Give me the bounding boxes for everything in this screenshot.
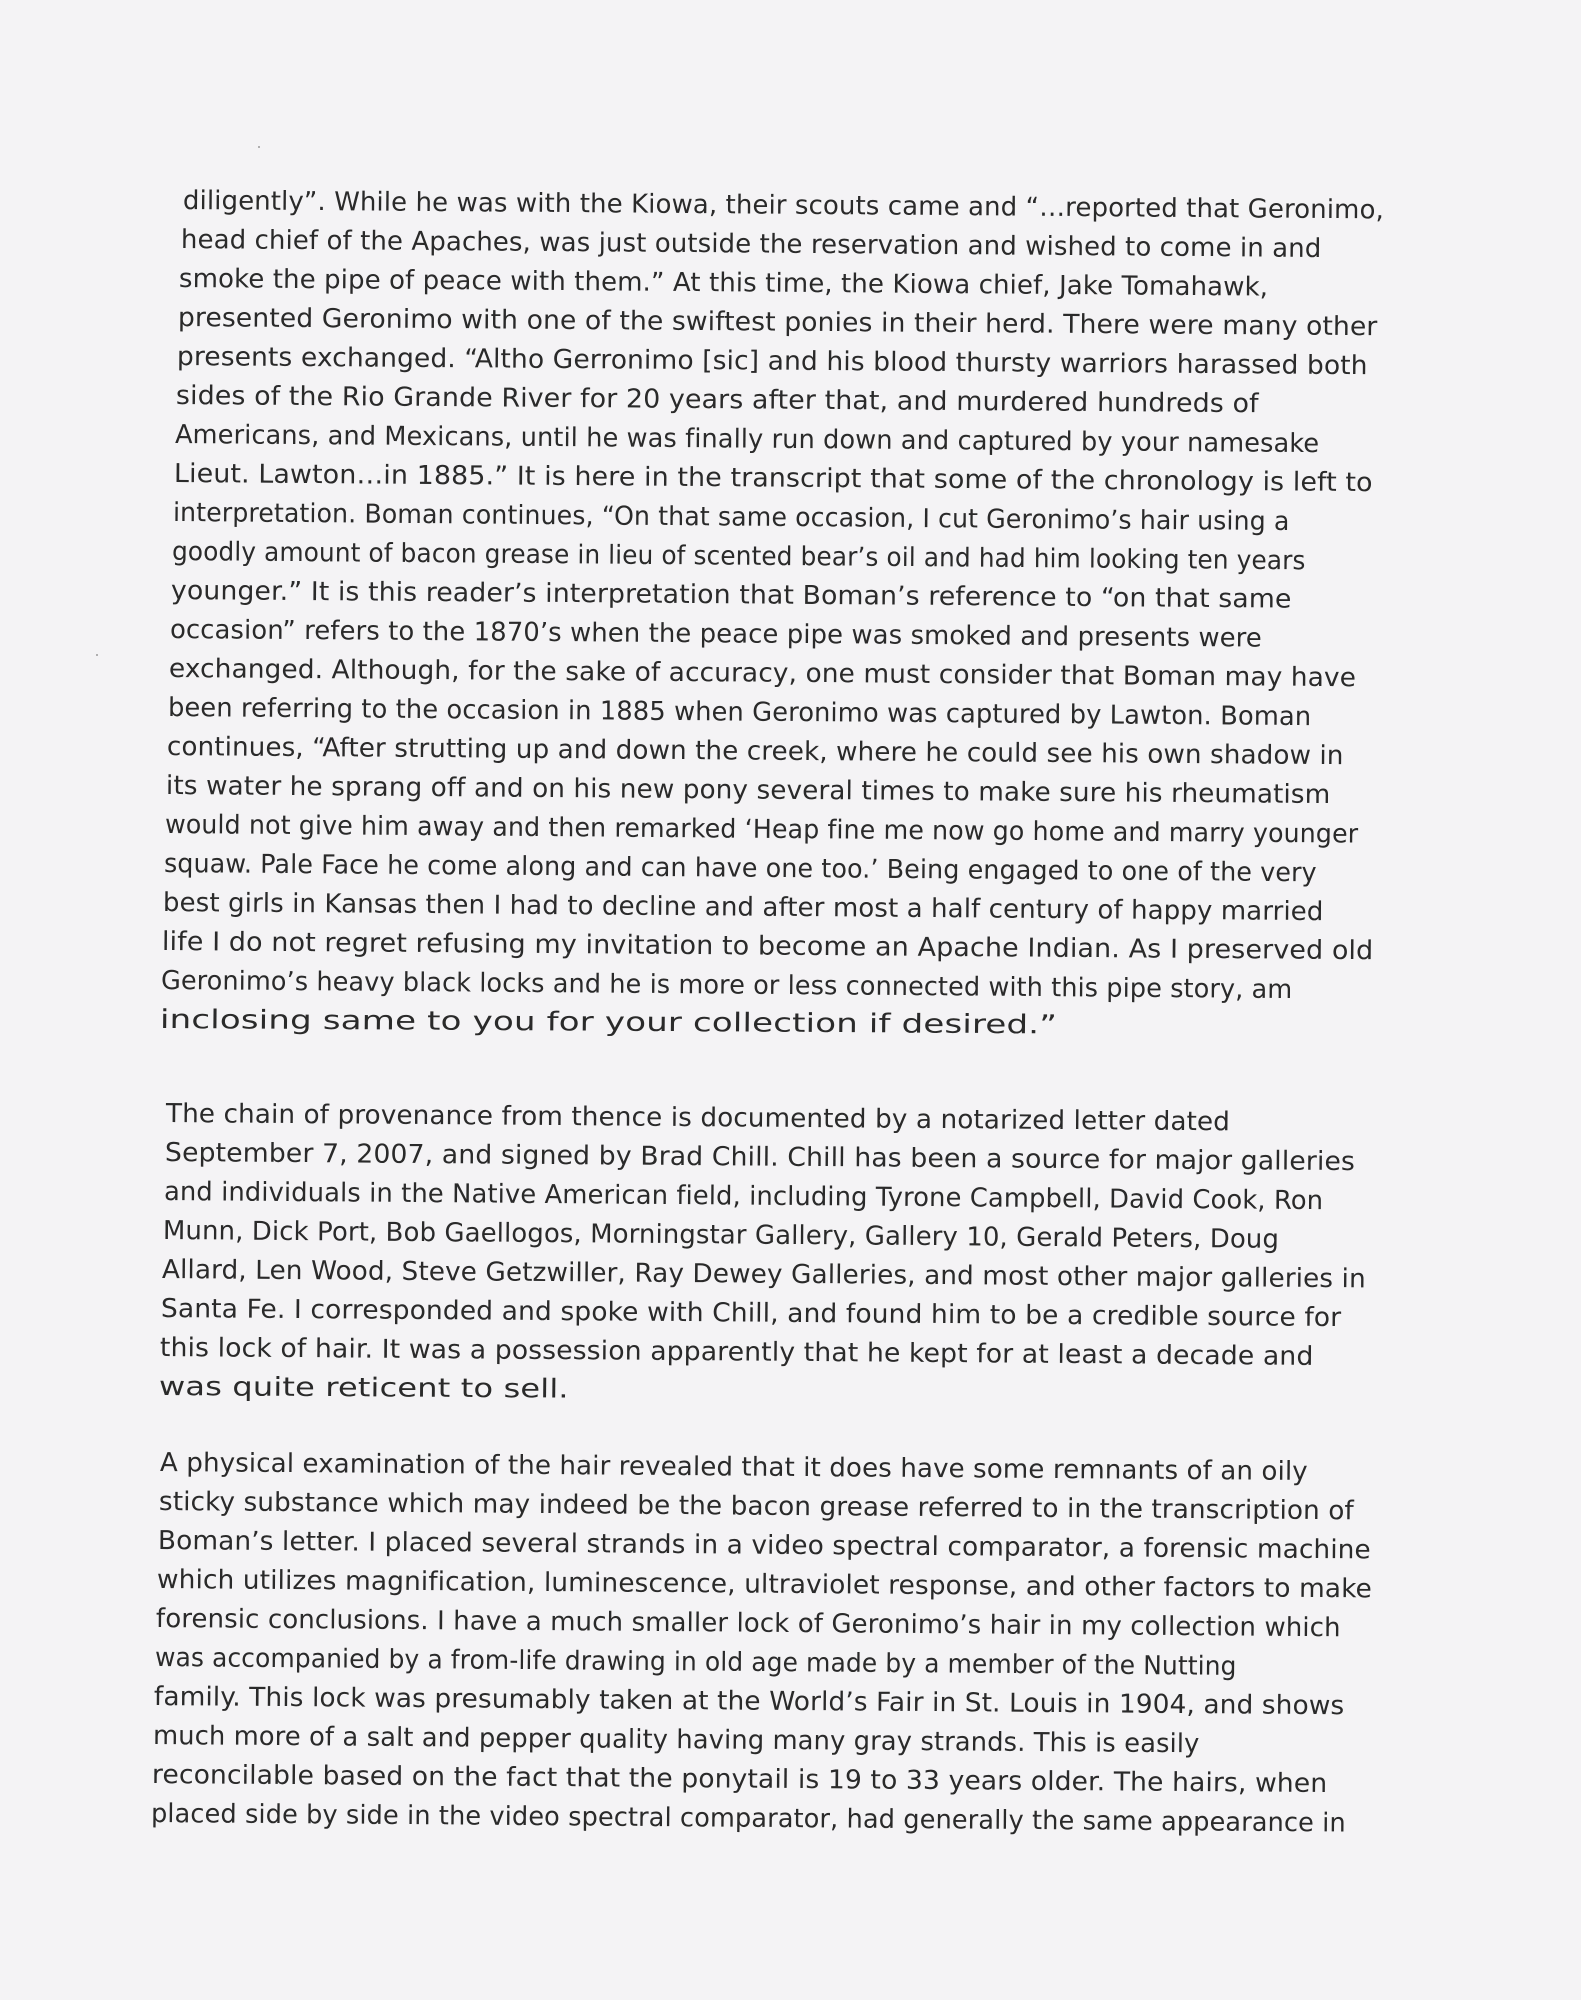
text-line: Geronimo’s heavy black locks and he is more or less connected with this pipe story, am: [160, 966, 1293, 1006]
text-line: younger.” It is this reader’s interpretation that Boman’s reference to “on that same: [170, 576, 1292, 615]
text-line: head chief of the Apaches, was just outside the reservation and wished to come in and: [180, 225, 1322, 264]
text-line: this lock of hair. It was a possession apparently that he kept for at least a decade and: [159, 1333, 1314, 1372]
text-line: interpretation. Boman continues, “On that same occasion, I cut Geronimo’s hair using a: [172, 498, 1290, 538]
text-line: inclosing same to you for your collection if desired.”: [159, 1005, 1058, 1041]
text-line: Santa Fe. I corresponded and spoke with Chill, and found him to be a credible source for: [160, 1294, 1342, 1334]
text-line: would not give him away and then remarked ‘Heap fine me now go home and marry younger: [164, 810, 1359, 850]
text-line: diligently”. While he was with the Kiowa, their scouts came and “…reported that Geronimo,: [182, 186, 1385, 226]
text-line: occasion” refers to the 1870’s when the peace pipe was smoked and presents were: [169, 615, 1262, 654]
text-line: presented Geronimo with one of the swiftest ponies in their herd. There were many other: [177, 303, 1378, 343]
text-line: which utilizes magnification, luminescence, ultraviolet response, and other factors to make: [156, 1565, 1373, 1605]
text-line: The chain of provenance from thence is documented by a notarized letter dated: [165, 1099, 1231, 1138]
text-line: sides of the Rio Grande River for 20 years after that, and murdered hundreds of: [175, 381, 1259, 420]
text-line: placed side by side in the video spectral comparator, had generally the same appearance in: [150, 1799, 1346, 1839]
text-line: best girls in Kansas then I had to decline and after most a half century of happy married: [162, 888, 1324, 928]
text-line: Boman’s letter. I placed several strands in a video spectral comparator, a forensic machine: [157, 1526, 1371, 1566]
text-line: continues, “After strutting up and down the creek, where he could see his own shadow in: [166, 732, 1344, 772]
text-line: forensic conclusions. I have a much smaller lock of Geronimo’s hair in my collection which: [155, 1604, 1341, 1644]
text-line: sticky substance which may indeed be the bacon grease referred to in the transcription of: [158, 1487, 1354, 1527]
text-line: and individuals in the Native American field, including Tyrone Campbell, David Cook, Ron: [163, 1177, 1324, 1217]
text-line: reconcilable based on the fact that the ponytail is 19 to 33 years older. The hairs, when: [151, 1760, 1328, 1800]
text-line: life I do not regret refusing my invitation to become an Apache Indian. As I preserved old: [161, 927, 1374, 967]
text-line: been referring to the occasion in 1885 when Geronimo was captured by Lawton. Boman: [167, 693, 1312, 733]
text-line: its water he sprang off and on his new pony several times to make sure his rheumatism: [165, 771, 1331, 811]
text-line: Americans, and Mexicans, until he was finally run down and captured by your namesake: [174, 420, 1320, 460]
text-line: Allard, Len Wood, Steve Getzwiller, Ray Dewey Galleries, and most other major galleries in: [161, 1255, 1366, 1295]
text-line: Lieut. Lawton…in 1885.” It is here in the transcript that some of the chronology is left to: [173, 459, 1373, 499]
text-line: much more of a salt and pepper quality having many gray strands. This is easily: [152, 1721, 1200, 1760]
text-line: Munn, Dick Port, Bob Gaellogos, Morningstar Gallery, Gallery 10, Gerald Peters, Doug: [162, 1216, 1280, 1255]
text-line: September 7, 2007, and signed by Brad Chill. Chill has been a source for major galleries: [164, 1138, 1356, 1178]
text-line: was accompanied by a from-life drawing in old age made by a member of the Nutting: [154, 1643, 1237, 1682]
text-line: family. This lock was presumably taken at the World’s Fair in St. Louis in 1904, and shows: [153, 1682, 1345, 1722]
text-line: smoke the pipe of peace with them.” At this time, the Kiowa chief, Jake Tomahawk,: [178, 264, 1269, 303]
text-line: squaw. Pale Face he come along and can have one too.’ Being engaged to one of the very: [163, 849, 1317, 889]
text-line: goodly amount of bacon grease in lieu of scented bear’s oil and had him looking ten years: [171, 537, 1306, 577]
text-line: exchanged. Although, for the sake of accuracy, one must consider that Boman may have: [168, 654, 1357, 694]
text-line: A physical examination of the hair revealed that it does have some remnants of an oily: [159, 1448, 1308, 1487]
text-line: was quite reticent to sell.: [158, 1372, 569, 1405]
text-line: presents exchanged. “Altho Gerronimo [sic] and his blood thursty warriors harassed both: [176, 342, 1368, 382]
